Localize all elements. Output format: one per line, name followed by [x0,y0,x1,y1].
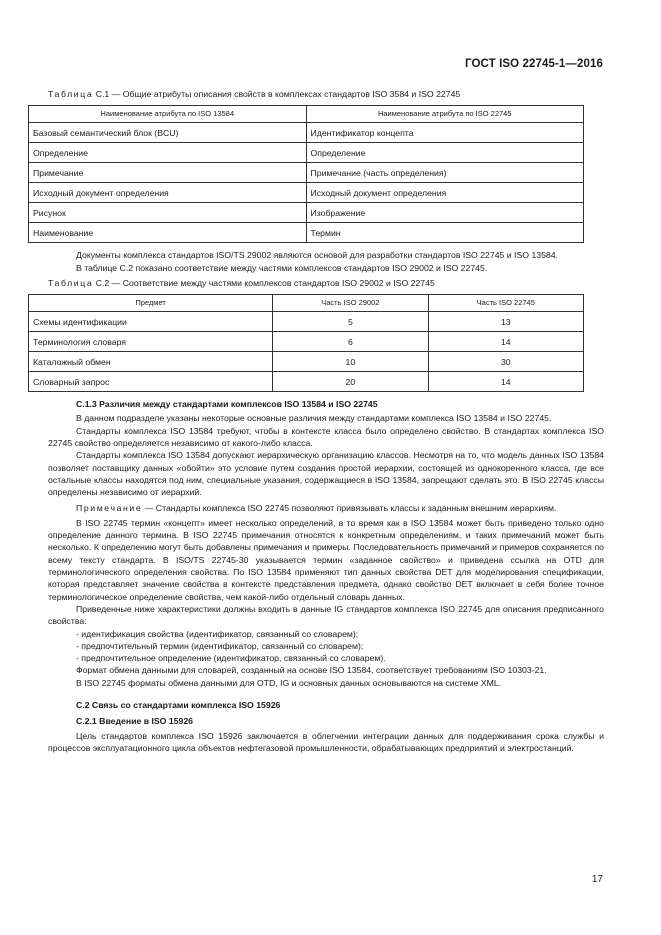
table-cell: Рисунок [29,203,307,223]
table-cell: Изображение [306,203,584,223]
page-number: 17 [591,874,603,885]
table-row [29,332,584,352]
standard-header: ГОСТ ISO 22745-1—2016 [465,58,603,70]
table1 [28,105,584,243]
page-content [33,88,604,754]
table-row [29,352,584,372]
paragraph: Цель стандартов комплекса ISO 15926 заключается в облегчении интеграции данных для поддерживания срока службы и процессов эксплуатационного цикла объектов нефтегазовой промышленности, обрабатывающих предприятий и электростанций. [48,730,604,753]
table-row [29,223,584,243]
list-item: - идентификация свойства (идентификатор, связанный со словарем); [76,628,359,639]
table-header-cell: Наименование атрибута по ISO 22745 [306,106,584,123]
table-header-cell: Часть ISO 29002 [273,295,428,312]
paragraph: В данном подразделе указаны некоторые основные различия между стандартами комплекса ISO 13584 и ISO 22745. [76,413,552,424]
table-cell: Терминология словаря [29,332,273,352]
table-row [29,183,584,203]
paragraph: В ISO 22745 форматы обмена данными для OTD, IG и основных данных основываются на системе XML. [76,677,502,688]
paragraph: Формат обмена данными для словарей, созданный на основе ISO 13584, соответствует требованиям ISO 10303-21. [76,665,547,676]
table-cell: Исходный документ определения [29,183,307,203]
table-header-row [29,106,584,123]
paragraph: Приведенные ниже характеристики должны входить в данные IG стандартов комплекса ISO 22745 для описания предписанного свойства: [48,603,604,627]
paragraph: В таблице С.2 показано соответствие между частями комплексов стандартов ISO 29002 и ISO 22745. [76,262,488,273]
table-cell: 10 [273,352,428,372]
table-row [29,123,584,143]
table2 [28,294,584,392]
note: Примечание — Стандарты комплекса ISO 22745 позволяют привязывать классы к заданным внешним иерархиям. [76,502,557,513]
list-item: - предпочтительное определение (идентификатор, связанный со словарем). [76,653,386,664]
section-heading: С.1.3 Различия между стандартами комплексов ISO 13584 и ISO 22745 [76,399,378,410]
table-cell: 5 [273,312,428,332]
table-header-cell: Часть ISO 22745 [428,295,583,312]
table-row [29,143,584,163]
paragraph: Документы комплекса стандартов ISO/TS 29002 являются основой для разработки стандартов ISO 22745 и ISO 13584. [76,250,559,261]
table-cell: 13 [428,312,583,332]
table-cell: Исходный документ определения [306,183,584,203]
table-cell: Определение [29,143,307,163]
table-cell: Термин [306,223,584,243]
table-row [29,372,584,392]
table-cell: Определение [306,143,584,163]
table-header-cell: Предмет [29,295,273,312]
table-cell: Каталожный обмен [29,352,273,372]
table2-caption: Таблица С.2 — Соответствие между частями комплексов стандартов ISO 29002 и ISO 22745 [48,277,435,288]
subsection-heading: С.2.1 Введение в ISO 15926 [76,716,193,727]
paragraph: Стандарты комплекса ISO 13584 допускают иерархическую организацию классов. Несмотря на то, что модель данных ISO 13584 позволяет поставщику данных «обойти» это условие путем создания простой иерархии, состоящей из однокоренного класса, где все остальные классы находятся под ним, специальные указания, содержащиеся в ISO 13584, запрещают сделать это. В ISO 22745 классы определены независимо от иерархий. [48,450,604,498]
table-cell: Примечание (часть определения) [306,163,584,183]
section-heading: С.2 Связь со стандартами комплекса ISO 15926 [76,700,281,711]
table-cell: 14 [428,372,583,392]
table-cell: 30 [428,352,583,372]
table-cell: Примечание [29,163,307,183]
table-header-cell: Наименование атрибута по ISO 13584 [29,106,307,123]
table-cell: Базовый семантический блок (BCU) [29,123,307,143]
table-cell: 20 [273,372,428,392]
table-row [29,163,584,183]
property-list [48,628,604,665]
table-cell: 6 [273,332,428,352]
table-header-row [29,295,584,312]
table-cell: Словарный запрос [29,372,273,392]
table-cell: 14 [428,332,583,352]
list-item: - предпочтительный термин (идентификатор, связанный со словарем); [76,640,364,651]
table1-caption: Таблица С.1 — Общие атрибуты описания свойств в комплексах стандартов ISO 3584 и ISO 22745 [48,89,461,99]
table-cell: Идентификатор концепта [306,123,584,143]
table-row [29,203,584,223]
table-cell: Наименование [29,223,307,243]
paragraph: Стандарты комплекса ISO 13584 требуют, чтобы в контексте класса было определено свойство. В стандартах комплекса ISO 22745 свойство определяется независимо от какого-либо класса. [48,425,604,449]
table-cell: Схемы идентификации [29,312,273,332]
table-row [29,312,584,332]
paragraph: В ISO 22745 термин «концепт» имеет несколько определений, в то время как в ISO 13584 может быть приведено только одно определение данного термина. В ISO 22745 примечания относятся к конкретным определениям, и таких примечаний может быть несколько. К определению могут быть добавлены примечания и примеры. Последовательность примечаний и примеров сохраняется по всему тексту стандарта. В ISO/TS 22745-30 указывается термин «заданное свойство» и приведена ссылка на OTD для терминологического определения свойства. По ISO 13584 применяют тип данных свойства DET для моделирования спецификации, которая представляет значение свойства в контексте представления предмета, однако свойство DET включает в себя более точное терминологическое определение свойства, чем какой-либо отдельный словарь данных. [48,517,604,602]
